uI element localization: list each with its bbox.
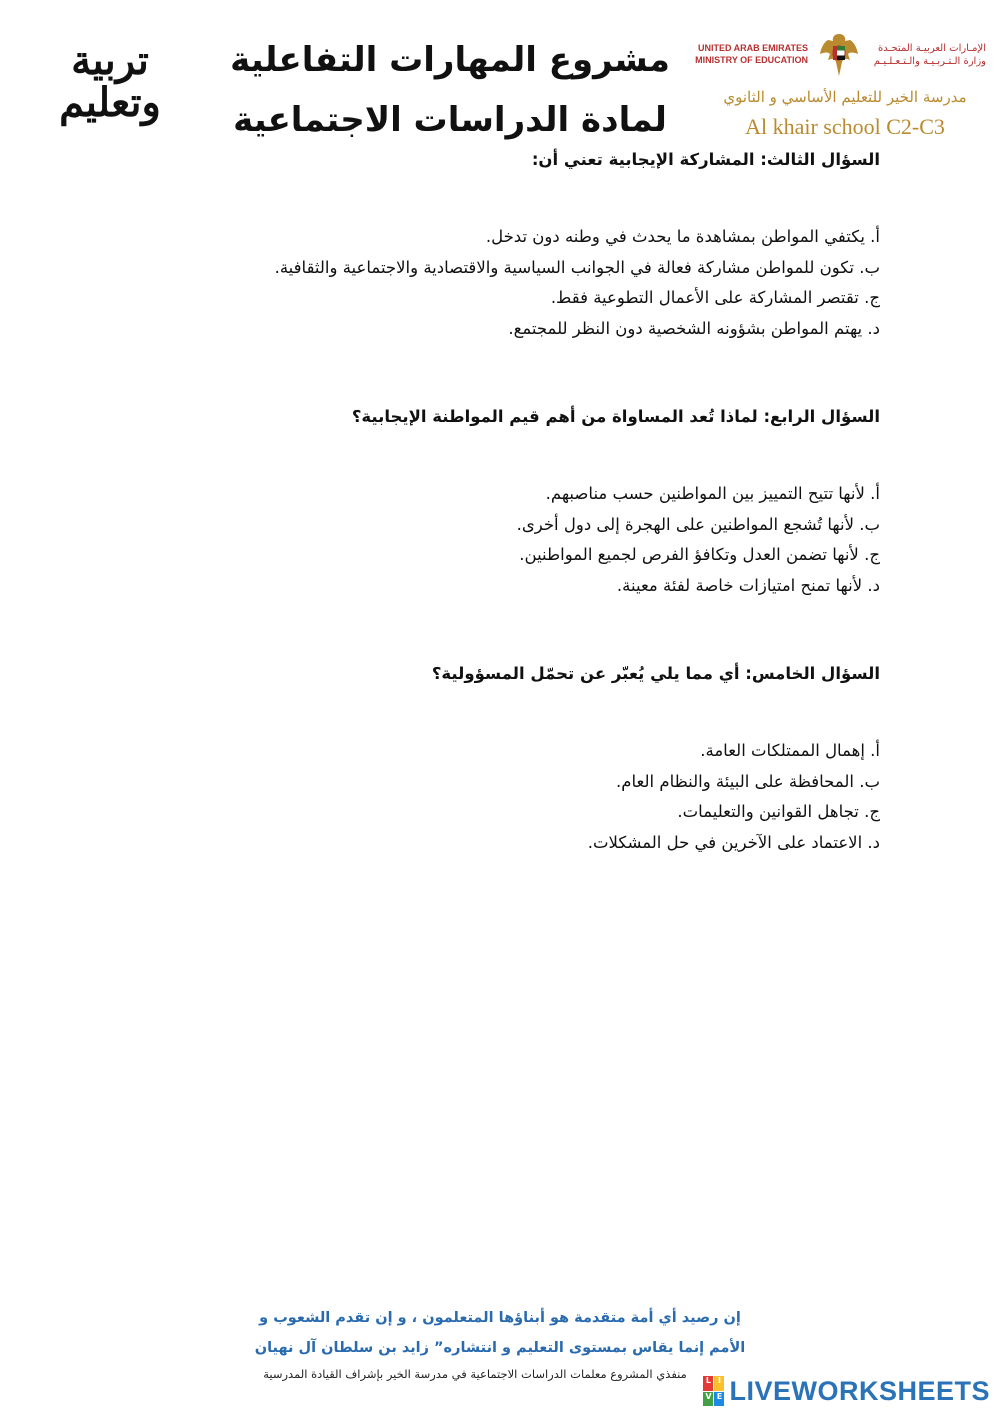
option-d[interactable]: د. الاعتماد على الآخرين في حل المشكلات. [587, 832, 880, 852]
footer-credit-note: منفذي المشروع معلمات الدراسات الاجتماعية في مدرسة الخير بإشراف القيادة المدرسية [263, 1367, 687, 1381]
option-d[interactable]: د. لأنها تمنح امتيازات خاصة لفئة معينة. [616, 575, 880, 595]
lw-icon-letter: V [703, 1392, 713, 1407]
liveworksheets-icon [703, 1376, 725, 1406]
falcon-emblem-icon [816, 30, 862, 82]
ministry-english [690, 42, 808, 66]
question-title: السؤال الثالث: المشاركة الإيجابية تعني أن: [531, 150, 880, 169]
ministry-ar-line-1: الإمـارات العربيـة المتحـدة [878, 43, 986, 54]
logo-line-1: تربية [71, 37, 149, 84]
question-block-5 [180, 662, 880, 858]
options-list [180, 222, 880, 344]
option-b[interactable]: ب. المحافظة على البيئة والنظام العام. [616, 771, 880, 791]
option-c[interactable]: ج. تجاهل القوانين والتعليمات. [677, 802, 880, 821]
tarbiya-taalim-logo [40, 37, 180, 130]
option-d[interactable]: د. يهتم المواطن بشؤونه الشخصية دون النظر للمجتمع. [508, 318, 880, 338]
ministry-ar-line-2: وزارة الـتـربـيـة والـتـعـلـيـم [873, 56, 986, 67]
options-list [180, 479, 880, 601]
school-name-english: Al khair school C2-C3 [745, 114, 945, 139]
page-title-line-1: مشروع المهارات التفاعلية [230, 40, 670, 80]
ministry-en-line-2: MINISTRY OF EDUCATION [695, 55, 808, 65]
question-title: السؤال الخامس: أي مما يلي يُعبّر عن تحمّل المسؤولية؟ [431, 664, 880, 683]
ministry-en-line-1: UNITED ARAB EMIRATES [698, 43, 808, 53]
school-name-arabic: مدرسة الخير للتعليم الأساسي و الثانوي [723, 88, 967, 106]
option-b[interactable]: ب. لأنها تُشجع المواطنين على الهجرة إلى دول أخرى. [516, 514, 880, 534]
ministry-arabic [868, 42, 986, 68]
option-c[interactable]: ج. تقتصر المشاركة على الأعمال التطوعية فقط. [550, 288, 880, 307]
footer-quote-line-2: الأمم إنما يقاس بمستوى التعليم و انتشاره” زايد بن سلطان آل نهيان [254, 1340, 746, 1356]
logo-line-2: وتعليم [59, 79, 161, 126]
option-a[interactable]: أ. إهمال الممتلكات العامة. [700, 741, 880, 760]
lw-icon-letter: L [703, 1376, 713, 1391]
ministry-header [690, 30, 990, 90]
lw-icon-letter: I [714, 1376, 724, 1391]
question-block-4 [180, 405, 880, 601]
options-list [180, 736, 880, 858]
question-title: السؤال الرابع: لماذا تُعد المساواة من أهم قيم المواطنة الإيجابية؟ [351, 407, 880, 426]
option-a[interactable]: أ. لأنها تتيح التمييز بين المواطنين حسب مناصبهم. [545, 484, 880, 503]
footer-quote-line-1: إن رصيد أي أمة متقدمة هو أبناؤها المتعلمون ، و إن تقدم الشعوب و [259, 1310, 741, 1326]
option-c[interactable]: ج. لأنها تضمن العدل وتكافؤ الفرص لجميع المواطنين. [519, 545, 880, 564]
option-b[interactable]: ب. تكون للمواطن مشاركة فعالة في الجوانب السياسية والاقتصادية والاجتماعية والثقافية. [274, 257, 880, 277]
liveworksheets-wordmark: LIVEWORKSHEETS [729, 1375, 990, 1406]
lw-icon-letter: E [714, 1392, 724, 1407]
question-block-3 [180, 148, 880, 344]
page-title-line-2: لمادة الدراسات الاجتماعية [233, 100, 667, 140]
liveworksheets-logo[interactable] [703, 1374, 990, 1408]
option-a[interactable]: أ. يكتفي المواطن بمشاهدة ما يحدث في وطنه دون تدخل. [485, 227, 880, 246]
